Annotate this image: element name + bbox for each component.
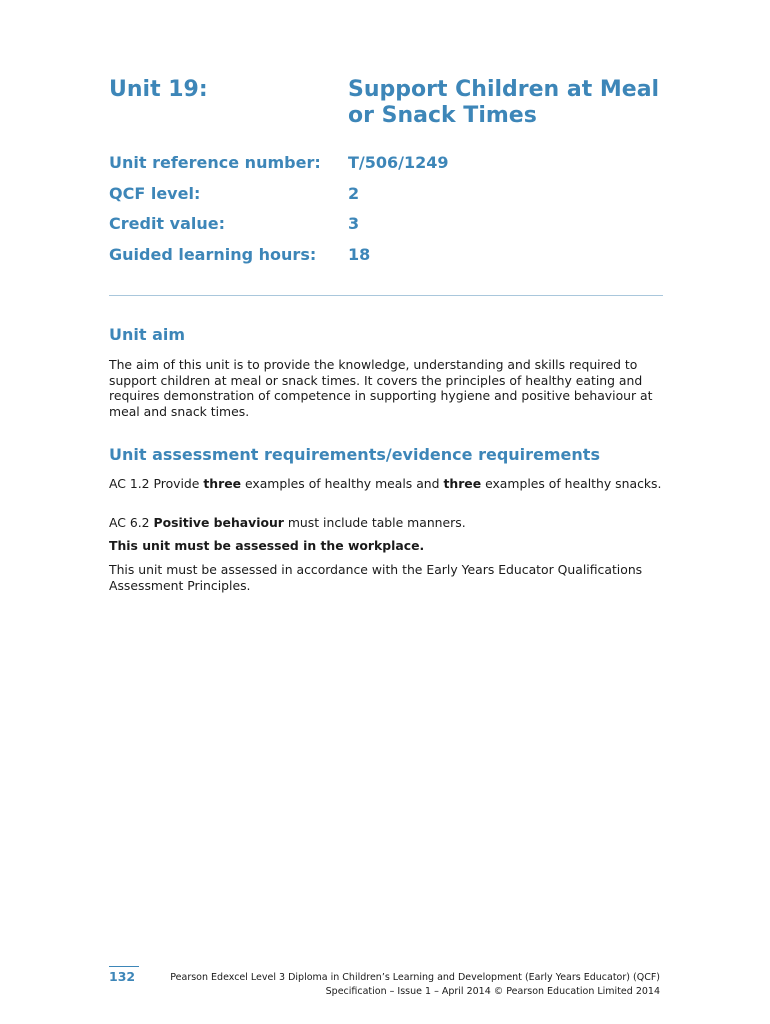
info-label: Guided learning hours:: [109, 244, 317, 264]
unit-number: Unit 19:: [109, 77, 208, 102]
emphasis-three: three: [203, 476, 242, 491]
assessment-paragraph-ac12: [109, 476, 669, 492]
assessment-paragraph-ac62: [109, 515, 669, 531]
unit-title: Support Children at Meal or Snack Times: [348, 77, 660, 128]
assessment-principles-note: This unit must be assessed in accordance with the Early Years Educator Qualifications Assessment Principles.: [109, 562, 643, 593]
text-run: AC 6.2: [109, 515, 154, 530]
workplace-note-text: This unit must be assessed in the workplace.: [109, 538, 425, 553]
text-run: examples of healthy meals and: [241, 476, 444, 491]
info-label: Unit reference number:: [109, 153, 321, 172]
text-run: must include table manners.: [283, 515, 466, 530]
info-label: Credit value:: [109, 214, 225, 233]
page-number: 132: [109, 966, 139, 984]
text-run: AC 1.2 Provide: [109, 476, 204, 491]
footer-line-2: Specification – Issue 1 – April 2014 © Pearson Education Limited 2014: [325, 986, 660, 997]
info-value: T/506/1249: [348, 153, 449, 172]
footer-line-1: Pearson Edexcel Level 3 Diploma in Children’s Learning and Development (Early Years Educator) (QCF): [170, 972, 660, 983]
assessment-workplace-note: [109, 538, 669, 554]
emphasis-three: three: [443, 476, 482, 491]
unit-aim-text: The aim of this unit is to provide the knowledge, understanding and skills required to support children at meal or snack times. It covers the principles of healthy eating and requires demonstration of competence in supporting hygiene and positive behaviour at meal and snack times.: [109, 357, 653, 419]
footer-text: [170, 971, 660, 999]
assessment-heading: Unit assessment requirements/evidence requirements: [109, 445, 600, 464]
section-divider: [109, 295, 663, 296]
text-run: examples of healthy snacks.: [481, 476, 662, 491]
unit-aim-heading: Unit aim: [109, 325, 186, 344]
info-value: 18: [348, 244, 371, 264]
emphasis-positive-behaviour: Positive behaviour: [153, 515, 284, 530]
info-value: 3: [348, 214, 360, 233]
info-label: QCF level:: [109, 183, 201, 203]
info-value: 2: [348, 183, 360, 203]
